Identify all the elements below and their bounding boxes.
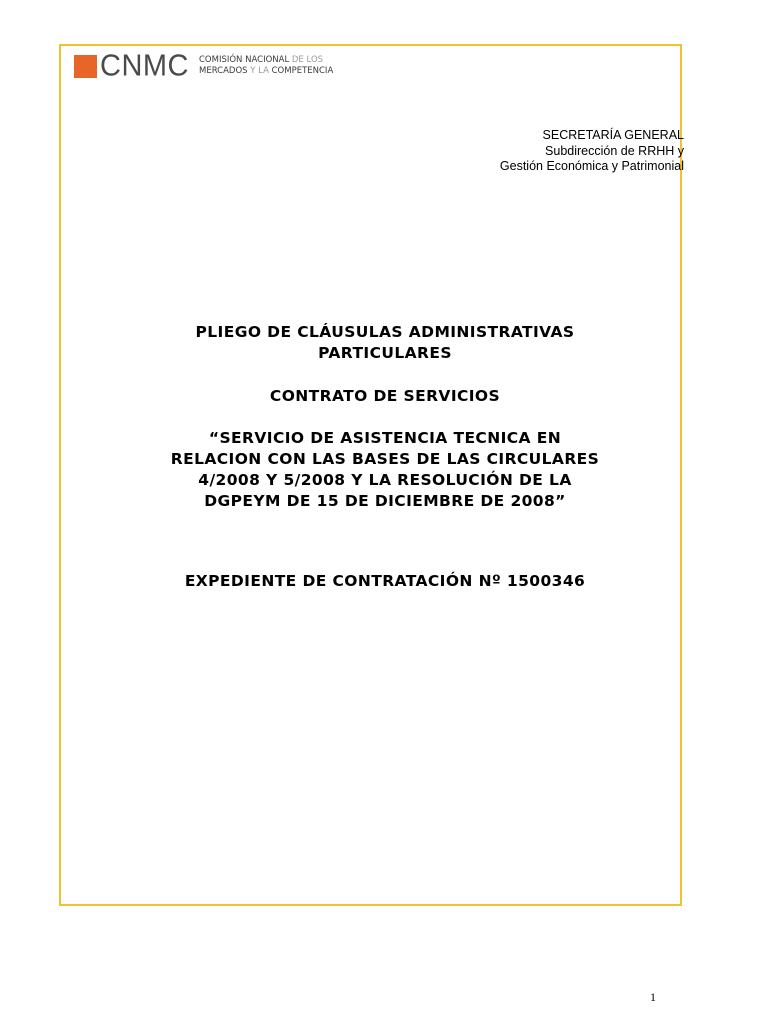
logo-square-icon — [74, 55, 97, 78]
service-line3: 4/2008 Y 5/2008 Y LA RESOLUCIÓN DE LA — [198, 471, 572, 489]
logo-text-line2 — [199, 66, 333, 77]
document-title — [120, 322, 650, 364]
logo-letters: CNMC — [100, 49, 189, 83]
department-header — [500, 128, 684, 175]
contract-type-text: CONTRATO DE SERVICIOS — [269, 387, 501, 405]
document-title-line2: PARTICULARES — [318, 344, 452, 362]
logo-line2-bold: MERCADOS — [199, 66, 248, 76]
document-title-line1: PLIEGO DE CLÁUSULAS ADMINISTRATIVAS — [195, 323, 575, 341]
service-description — [120, 428, 650, 512]
logo-line1-bold: COMISIÓN NACIONAL — [199, 55, 290, 65]
page-number: 1 — [650, 990, 656, 1004]
expediente-text: EXPEDIENTE DE CONTRATACIÓN Nº 1500346 — [184, 572, 586, 590]
expediente-number — [120, 571, 650, 592]
service-line1: “SERVICIO DE ASISTENCIA TECNICA EN — [208, 429, 562, 447]
logo-line1-light: DE LOS — [291, 55, 324, 65]
department-line1: SECRETARÍA GENERAL — [542, 128, 684, 142]
service-line4: DGPEYM DE 15 DE DICIEMBRE DE 2008” — [204, 492, 566, 510]
department-line2: Subdirección de RRHH y — [545, 143, 684, 158]
cnmc-logo — [74, 49, 334, 83]
logo-text — [199, 53, 333, 79]
logo-line2-bold-end: COMPETENCIA — [271, 66, 334, 76]
logo-line2-light: Y LA — [250, 66, 269, 76]
department-line3: Gestión Económica y Patrimonial — [499, 159, 684, 173]
logo-text-line1 — [199, 55, 333, 66]
service-line2: RELACION CON LAS BASES DE LAS CIRCULARES — [170, 450, 600, 468]
contract-type — [120, 386, 650, 407]
